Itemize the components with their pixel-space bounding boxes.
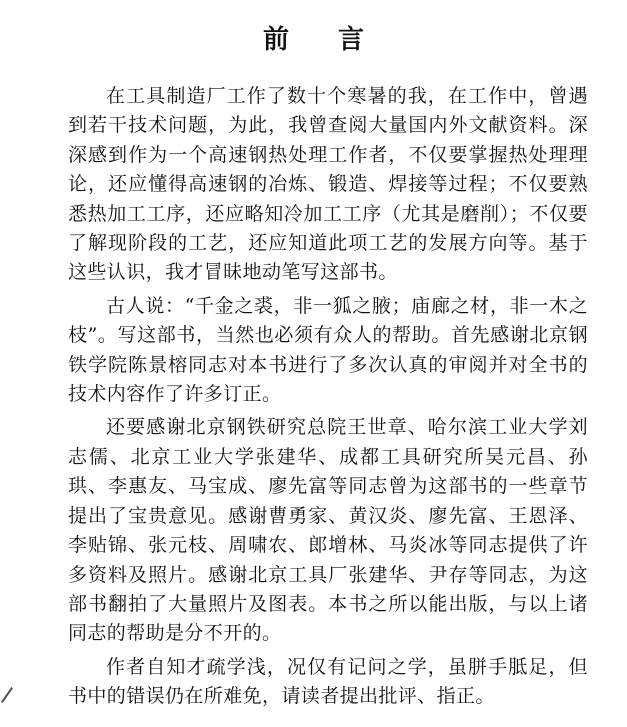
paragraph-4: 作者自知才疏学浅，况仅有记问之学，虽胼手胝足，但书中的错误仍在所难免，请读者提出批评、指正。 [68, 655, 588, 708]
scan-mark [1, 687, 13, 703]
page-title: 前 言 [262, 25, 385, 55]
paragraph-2: 古人说：“千金之裘，非一狐之腋；庙廊之材，非一木之枝”。写这部书，当然也必须有众人的帮助。首先感谢北京钢铁学院陈景榕同志对本书进行了多次认真的审阅并对全书的技术内容作了许多订正。 [68, 294, 588, 406]
paragraph-3: 还要感谢北京钢铁研究总院王世章、哈尔滨工业大学刘志儒、北京工业大学张建华、成都工具研究所吴元昌、孙珙、李惠友、马宝成、廖先富等同志曾为这部书的一些章节提出了宝贵意见。感谢曹勇家、黄汉炎、廖先富、王恩泽、李贴锦、张元枝、周啸农、郎增林、马炎冰等同志提供了许多资料及照片。感谢北京工具厂张建华、尹存等同志，为这部书翻拍了大量照片及图表。本书之所以能出版，与以上诸同志的帮助是分不开的。 [68, 416, 588, 645]
paragraph-1: 在工具制造厂工作了数十个寒暑的我，在工作中，曾遇到若干技术问题，为此，我曾查阅大量国内外文献资料。深深感到作为一个高速钢热处理工作者，不仅要掌握热处理理论，还应懂得高速钢的冶炼、锻造、焊接等过程；不仅要熟悉热加工工序，还应略知冷加工工序（尤其是磨削）；不仅要了解现阶段的工艺，还应知道此项工艺的发展方向等。基于这些认识，我才冒昧地动笔写这部书。 [68, 85, 588, 284]
preface-body [68, 82, 588, 716]
